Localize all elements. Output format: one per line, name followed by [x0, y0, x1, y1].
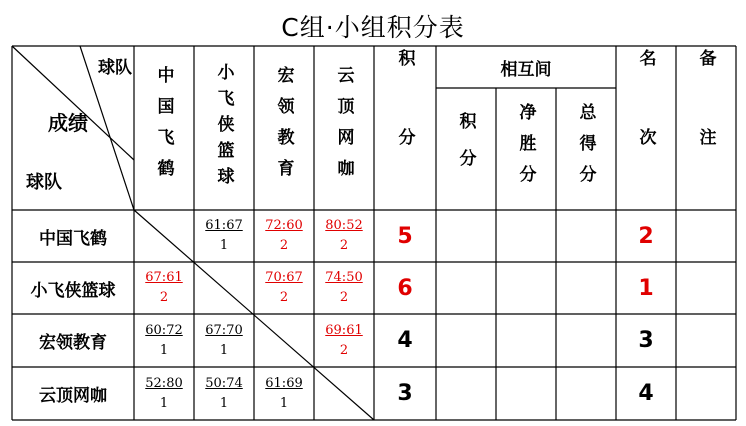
column-header-team — [314, 46, 374, 210]
corner-label-team-top: 球队 — [98, 57, 132, 78]
mutual-sub-label: 积分 — [455, 112, 476, 186]
rank-header — [616, 46, 676, 210]
row-rank: 3 — [638, 328, 654, 353]
match-result-cell — [314, 262, 374, 314]
match-score: 69:61 — [325, 322, 363, 338]
column-header-label: 宏领教育 — [273, 66, 294, 190]
row-rank: 2 — [638, 223, 654, 249]
row-team-name: 宏领教育 — [39, 333, 107, 353]
match-score: 72:60 — [265, 218, 303, 233]
match-points: 2 — [279, 238, 289, 253]
column-header-label: 云顶网咖 — [333, 66, 354, 190]
page-title: C组·小组积分表 — [281, 13, 465, 42]
column-header-label: 小飞侠篮球 — [213, 63, 234, 193]
match-points: 1 — [219, 395, 229, 411]
match-points: 2 — [339, 290, 349, 305]
mutual-sub-header — [496, 88, 556, 210]
corner-label-team-left: 球队 — [26, 172, 62, 193]
match-points: 1 — [279, 395, 289, 411]
row-team-name: 中国飞鹤 — [39, 228, 107, 249]
match-result-cell — [134, 367, 194, 420]
match-score: 52:80 — [145, 375, 183, 391]
mutual-sub-label: 总得分 — [575, 102, 596, 196]
row-points: 3 — [397, 381, 413, 406]
column-header-team — [134, 46, 194, 210]
match-score: 60:72 — [145, 322, 183, 338]
match-points: 1 — [219, 342, 229, 358]
match-score: 61:69 — [265, 375, 303, 391]
match-score: 61:67 — [205, 218, 243, 233]
corner-label-score: 成绩 — [48, 110, 88, 135]
match-points: 1 — [219, 238, 229, 253]
match-result-cell — [194, 314, 254, 367]
row-points: 6 — [397, 275, 413, 301]
match-score: 70:67 — [265, 270, 303, 285]
match-result-cell — [134, 314, 194, 367]
match-result-cell — [134, 262, 194, 314]
row-rank: 1 — [638, 275, 654, 301]
mutual-sub-header — [436, 88, 496, 210]
match-points: 2 — [339, 342, 349, 358]
match-result-cell — [314, 314, 374, 367]
points-header — [374, 46, 436, 210]
row-team-name: 小飞侠篮球 — [30, 280, 116, 301]
match-points: 2 — [159, 290, 169, 305]
points-header-label: 积分 — [394, 49, 415, 207]
match-result-cell — [254, 262, 314, 314]
match-result-cell — [194, 367, 254, 420]
match-score: 50:74 — [205, 375, 243, 391]
match-points: 1 — [159, 342, 169, 358]
match-result-cell — [194, 210, 254, 262]
match-points: 2 — [339, 238, 349, 253]
match-score: 67:61 — [145, 270, 183, 285]
column-header-label: 中国飞鹤 — [153, 66, 174, 190]
row-points: 5 — [397, 223, 413, 249]
rank-header-label: 名次 — [635, 49, 656, 207]
row-team-name: 云顶网咖 — [39, 386, 107, 406]
mutual-header: 相互间 — [500, 59, 552, 80]
match-result-cell — [254, 210, 314, 262]
column-header-team — [254, 46, 314, 210]
column-header-team — [194, 46, 254, 210]
match-points: 1 — [159, 395, 169, 411]
remark-header — [676, 46, 736, 210]
match-points: 2 — [279, 290, 289, 305]
match-result-cell — [254, 367, 314, 420]
remark-header-label: 备注 — [695, 49, 716, 207]
row-rank: 4 — [638, 381, 654, 406]
mutual-sub-header — [556, 88, 616, 210]
mutual-sub-label: 净胜分 — [515, 102, 536, 196]
match-score: 74:50 — [325, 270, 363, 285]
row-points: 4 — [397, 328, 413, 353]
match-result-cell — [314, 210, 374, 262]
match-score: 80:52 — [325, 218, 363, 233]
match-score: 67:70 — [205, 322, 243, 338]
